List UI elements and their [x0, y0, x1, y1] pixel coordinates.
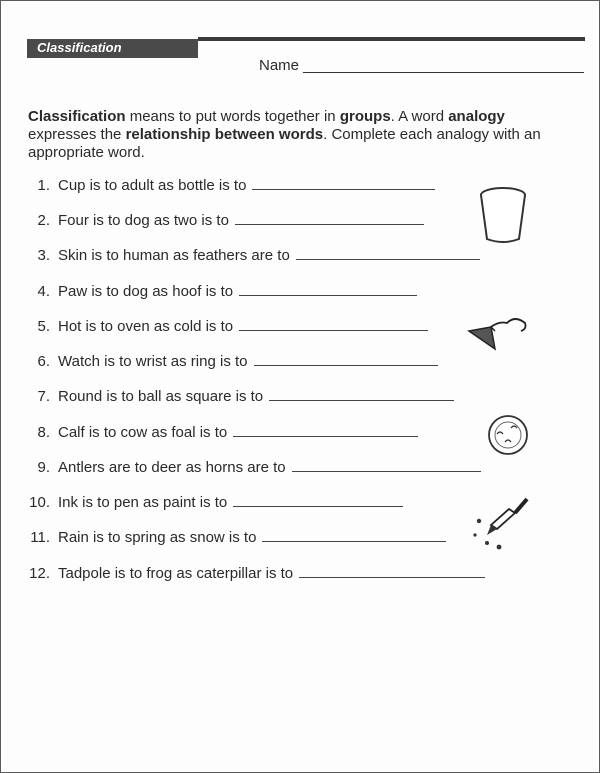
- bold-term: analogy: [448, 108, 505, 125]
- question-item: [1, 459, 481, 479]
- answer-blank[interactable]: [252, 177, 435, 190]
- question-text: Cup is to adult as bottle is to: [58, 177, 247, 194]
- sprinkler-icon: [465, 311, 531, 353]
- bold-term: relationship between words: [125, 126, 324, 143]
- question-item: [1, 529, 446, 549]
- question-item: [1, 424, 418, 444]
- instructions: [28, 108, 573, 162]
- instruction-text: . Complete each analogy with an appropriate word.: [28, 126, 541, 161]
- answer-blank[interactable]: [254, 353, 438, 366]
- question-text: Ink is to pen as paint is to: [58, 494, 228, 511]
- question-number: 11.: [30, 529, 50, 546]
- section-title: Classification: [37, 40, 122, 55]
- question-item: [1, 247, 480, 267]
- answer-blank[interactable]: [262, 529, 446, 542]
- question-item: [1, 353, 438, 373]
- question-text: Watch is to wrist as ring is to: [58, 353, 248, 370]
- answer-blank[interactable]: [299, 565, 485, 578]
- answer-blank[interactable]: [233, 424, 418, 437]
- answer-blank[interactable]: [296, 247, 480, 260]
- question-text: Calf is to cow as foal is to: [58, 424, 228, 441]
- question-number: 5.: [37, 318, 50, 335]
- question-number: 9.: [37, 459, 50, 476]
- question-number: 3.: [37, 247, 50, 264]
- header-rule: [198, 37, 585, 41]
- answer-blank[interactable]: [239, 283, 417, 296]
- question-text: Hot is to oven as cold is to: [58, 318, 234, 335]
- answer-blank[interactable]: [292, 459, 481, 472]
- question-text: Skin is to human as feathers are to: [58, 247, 290, 264]
- question-text: Round is to ball as square is to: [58, 388, 264, 405]
- question-number: 10.: [29, 494, 50, 511]
- question-text: Tadpole is to frog as caterpillar is to: [58, 565, 294, 582]
- question-number: 2.: [37, 212, 50, 229]
- question-number: 1.: [37, 177, 50, 194]
- question-number: 7.: [37, 388, 50, 405]
- question-text: Rain is to spring as snow is to: [58, 529, 257, 546]
- question-number: 8.: [37, 424, 50, 441]
- question-item: [1, 212, 424, 232]
- instruction-text: . A word: [390, 108, 449, 125]
- question-item: [1, 283, 417, 303]
- question-item: [1, 494, 403, 514]
- question-item: [1, 388, 454, 408]
- bold-term: groups: [339, 108, 391, 125]
- answer-blank[interactable]: [235, 212, 424, 225]
- question-text: Four is to dog as two is to: [58, 212, 229, 229]
- question-text: Paw is to dog as hoof is to: [58, 283, 234, 300]
- name-field[interactable]: [303, 72, 584, 73]
- instruction-text: expresses the: [28, 126, 126, 143]
- question-item: [1, 565, 485, 585]
- question-text: Antlers are to deer as horns are to: [58, 459, 286, 476]
- question-item: [1, 177, 435, 197]
- cup-icon: [475, 185, 531, 247]
- answer-blank[interactable]: [233, 494, 403, 507]
- name-label: Name: [259, 57, 300, 74]
- question-number: 12.: [29, 565, 50, 582]
- plate-icon: [485, 414, 531, 456]
- answer-blank[interactable]: [269, 388, 454, 401]
- instruction-text: means to put words together in: [125, 108, 340, 125]
- paintbrush-icon: [469, 495, 533, 553]
- question-number: 4.: [37, 283, 50, 300]
- question-number: 6.: [37, 353, 50, 370]
- bold-term: Classification: [28, 108, 126, 125]
- answer-blank[interactable]: [239, 318, 428, 331]
- question-item: [1, 318, 428, 338]
- section-header: [27, 39, 198, 58]
